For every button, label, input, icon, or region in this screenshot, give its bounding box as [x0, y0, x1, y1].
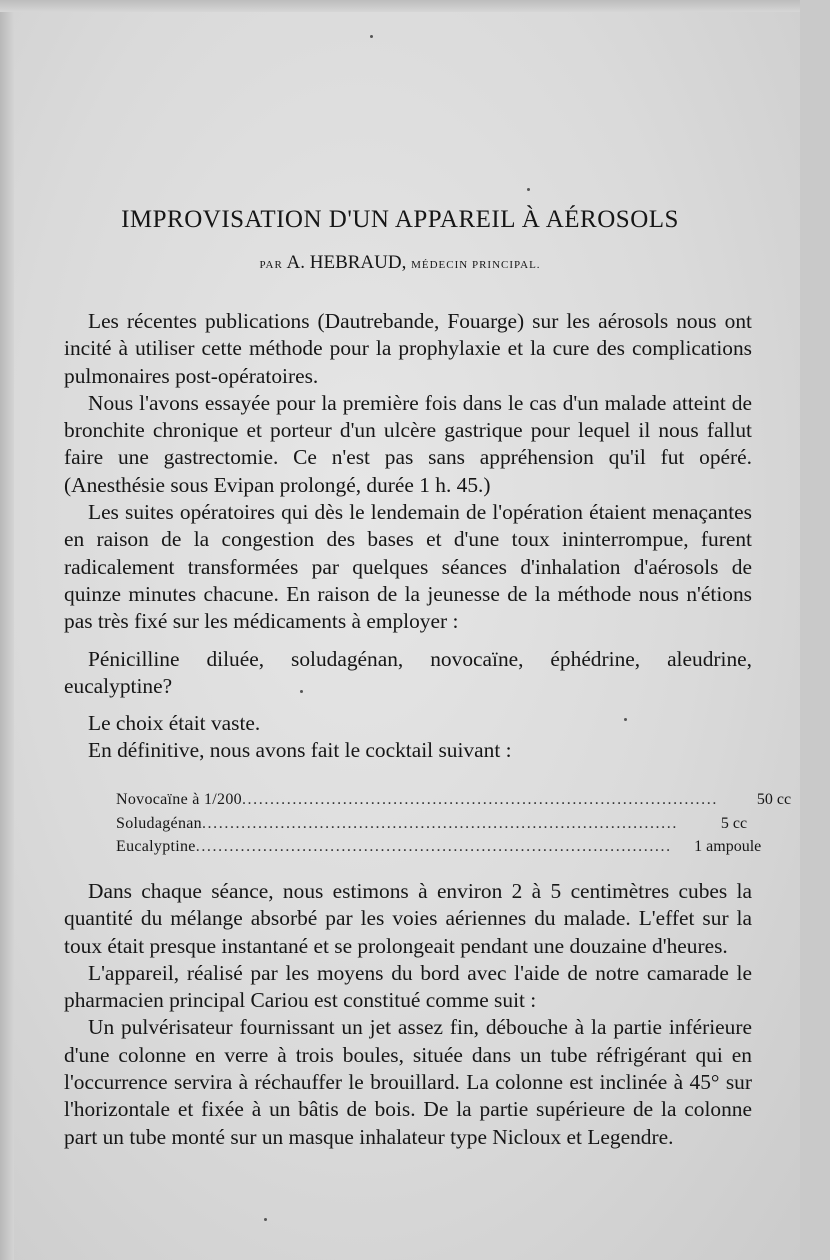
- article-body-bottom: [64, 878, 752, 1151]
- leader-dots: .....................................................................................: [195, 838, 672, 855]
- article-title: IMPROVISATION D'UN APPAREIL À AÉROSOLS: [121, 206, 679, 233]
- author-name: A. HEBRAUD,: [286, 252, 407, 273]
- paragraph: Les récentes publications (Dautrebande, Fouarge) sur les aérosols nous ont incité à utiliser cette méthode pour la prophylaxie et la cure des complications pulmonaires post-opératoires.: [64, 309, 752, 388]
- leader-dots: .....................................................................................: [241, 791, 718, 808]
- recipe-dose: 5 cc: [720, 814, 748, 832]
- article-body-top: [64, 308, 752, 765]
- recipe-ingredient: Soludagénan: [116, 814, 202, 832]
- recipe-row: [116, 788, 792, 812]
- recipe-dose: 50 cc: [756, 791, 792, 808]
- recipe-ingredient: Eucalyptine: [116, 838, 196, 855]
- scan-speck: [264, 1218, 267, 1221]
- paragraph: Nous l'avons essayée pour la première fois dans le cas d'un malade atteint de bronchite chronique et porteur d'un ulcère gastrique pour lequel il nous fallut faire une gastrectomie. Ce n'est pas sans appréhension qu'il fut opéré. (Anesthésie sous Evipan prolongé, durée 1 h. 45.): [64, 390, 752, 497]
- paragraph: Dans chaque séance, nous estimons à environ 2 à 5 centimètres cubes la quantité du mélange absorbé par les voies aériennes du malade. L'effet sur la toux était presque instantané et se prolongeait pendant une douzaine d'heures.: [64, 879, 752, 958]
- leader-dots: .....................................................................................: [201, 814, 678, 832]
- author-role: MÉDECIN PRINCIPAL.: [411, 259, 541, 271]
- recipe-dose: 1 ampoule: [694, 838, 762, 855]
- recipe-ingredient: Novocaïne à 1/200: [116, 791, 242, 808]
- page-edge-left: [0, 0, 14, 1260]
- scan-speck: [624, 718, 627, 721]
- scan-speck: [370, 35, 373, 38]
- scan-speck: [300, 690, 303, 693]
- recipe-row: [116, 812, 748, 836]
- paragraph: Les suites opératoires qui dès le lendemain de l'opération étaient menaçantes en raison de la congestion des bases et d'une toux ininterrompue, furent radicalement transformées par quelques séances d'inhalation d'aérosols de quinze minutes chacune. En raison de la jeunesse de la méthode nous n'étions pas très fixé sur les médicaments à employer :: [64, 500, 752, 634]
- paragraph: Un pulvérisateur fournissant un jet assez fin, débouche à la partie inférieure d'une colonne en verre à trois boules, située dans un tube réfrigérant qui en l'occurrence servira à réchauffer le brouillard. La colonne est inclinée à 45° sur l'horizontale et fixée à un bâtis de bois. De la partie supérieure de la colonne part un tube monté sur un masque inhalateur type Nicloux et Legendre.: [64, 1015, 752, 1149]
- paragraph: En définitive, nous avons fait le cocktail suivant :: [88, 738, 512, 763]
- article-byline: [0, 252, 800, 274]
- paragraph: Pénicilline diluée, soludagénan, novocaïne, éphédrine, aleudrine, eucalyptine?: [64, 646, 752, 698]
- recipe-list: [116, 788, 792, 859]
- recipe-row: [116, 835, 762, 859]
- byline-prefix: PAR: [259, 259, 283, 271]
- scan-speck: [527, 188, 530, 191]
- paragraph: Le choix était vaste.: [88, 711, 261, 736]
- page-edge-top: [0, 0, 800, 12]
- paragraph: L'appareil, réalisé par les moyens du bord avec l'aide de notre camarade le pharmacien principal Cariou est constitué comme suit :: [64, 960, 752, 1013]
